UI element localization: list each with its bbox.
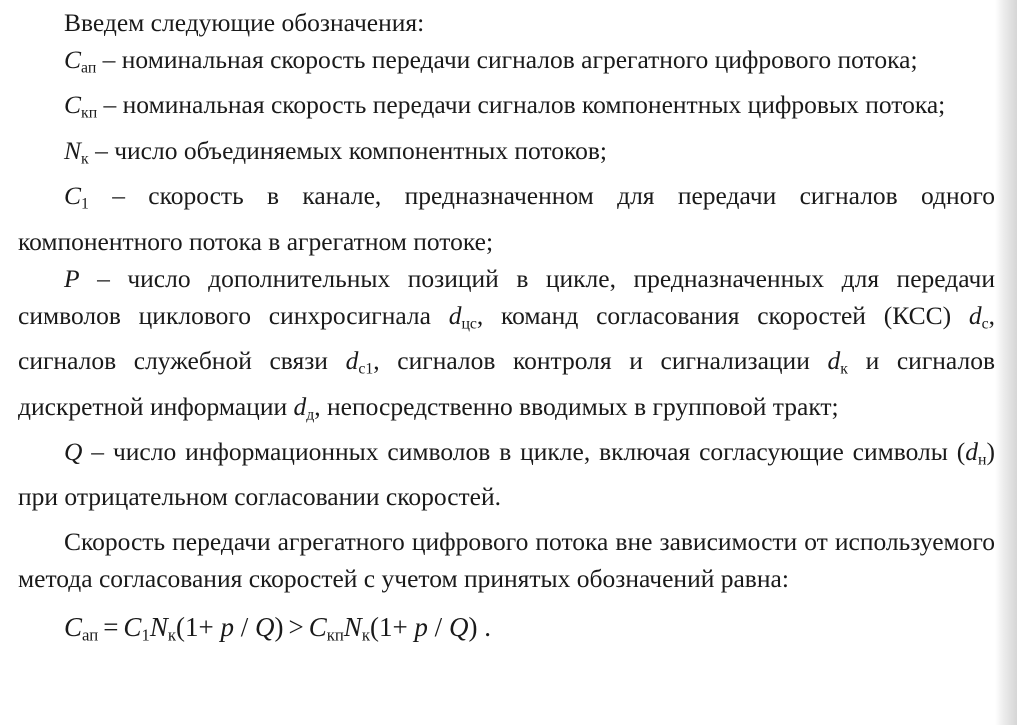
scan-edge-shade bbox=[995, 0, 1017, 725]
inline-symbol: $d_{цс}$ bbox=[448, 300, 477, 333]
definition-symbol: P bbox=[64, 263, 80, 293]
formula-factor-close-2: ) bbox=[468, 612, 478, 643]
formula-factor-open-2: (1+ bbox=[369, 612, 415, 643]
rate-formula bbox=[64, 607, 995, 656]
definition-text: – число объединяемых компонентных потоков; bbox=[88, 135, 607, 165]
intro-line: Введем следующие обозначения: bbox=[64, 8, 425, 37]
formula-factor-close: ) bbox=[274, 612, 284, 643]
formula-p-2: p bbox=[414, 612, 428, 643]
definition-symbol: $C_{кп}$ bbox=[64, 90, 98, 122]
formula-c1: $C_1$ bbox=[123, 612, 150, 646]
definition-paragraph bbox=[18, 41, 995, 86]
definitions-list bbox=[18, 41, 995, 515]
definition-text: – число дополнительных позиций в цикле, предназначенных для передачи символов циклового синхросигнала bbox=[18, 263, 995, 330]
definition-symbol: $C_{ап}$ bbox=[64, 45, 97, 77]
inline-symbol: $d_н$ bbox=[965, 436, 987, 469]
inline-symbol: $d_с$ bbox=[968, 300, 989, 333]
definition-paragraph bbox=[18, 260, 995, 433]
formula-slash-2: / bbox=[427, 612, 449, 643]
definition-text: , команд согласования скоростей (КСС) bbox=[476, 300, 969, 330]
inline-symbol: $d_д$ bbox=[293, 391, 315, 423]
definition-paragraph bbox=[18, 433, 995, 515]
definition-symbol: $C_1$ bbox=[64, 181, 89, 213]
definition-text: ) при отрицательном согласовании скоростей. bbox=[18, 436, 995, 512]
inline-symbol: $d_{с1}$ bbox=[345, 346, 374, 378]
formula-p: p bbox=[220, 612, 234, 643]
formula-slash: / bbox=[233, 612, 255, 643]
definition-text: , сигналов служебной связи bbox=[18, 300, 995, 376]
definition-text: – номинальная скорость передачи сигналов компонентных цифровых потока; bbox=[97, 90, 946, 120]
definition-text: , непосредственно вводимых в групповой тракт; bbox=[314, 391, 839, 421]
formula-factor-open: (1+ bbox=[175, 612, 221, 643]
formula-q: Q bbox=[254, 612, 275, 643]
formula-end: . bbox=[477, 612, 491, 643]
definition-text: , сигналов контроля и сигнализации bbox=[373, 346, 828, 376]
conclusion-paragraph: Скорость передачи агрегатного цифрового потока вне зависимости от используемого метода согласования скоростей с учетом принятых обозначений равна: bbox=[18, 527, 995, 594]
formula-nk: $N_к$ bbox=[149, 612, 176, 646]
formula-c-ap: $C_{ап}$ bbox=[64, 612, 99, 646]
formula-greater-than: > bbox=[288, 612, 304, 643]
formula-c-kp: $C_{кп}$ bbox=[308, 612, 344, 646]
definition-text: – число информационных символов в цикле, включая согласующие символы ( bbox=[82, 436, 966, 466]
definition-paragraph bbox=[18, 177, 995, 259]
inline-symbol: $d_к$ bbox=[827, 346, 848, 378]
definition-symbol: $N_к$ bbox=[64, 135, 89, 168]
formula-q-2: Q bbox=[448, 612, 469, 643]
definition-symbol: Q bbox=[64, 436, 83, 466]
definition-text: – номинальная скорость передачи сигналов агрегатного цифрового потока; bbox=[96, 45, 918, 74]
formula-equals: = bbox=[103, 612, 119, 643]
definition-text: и сигналов дискретной информации bbox=[18, 346, 995, 421]
definition-paragraph bbox=[18, 132, 995, 177]
definition-text: – скорость в канале, предназначенном для передачи сигналов одного компонентного потока в агрегатном потоке; bbox=[18, 181, 995, 256]
definition-paragraph bbox=[18, 86, 995, 131]
formula-nk-2: $N_к$ bbox=[343, 612, 370, 646]
